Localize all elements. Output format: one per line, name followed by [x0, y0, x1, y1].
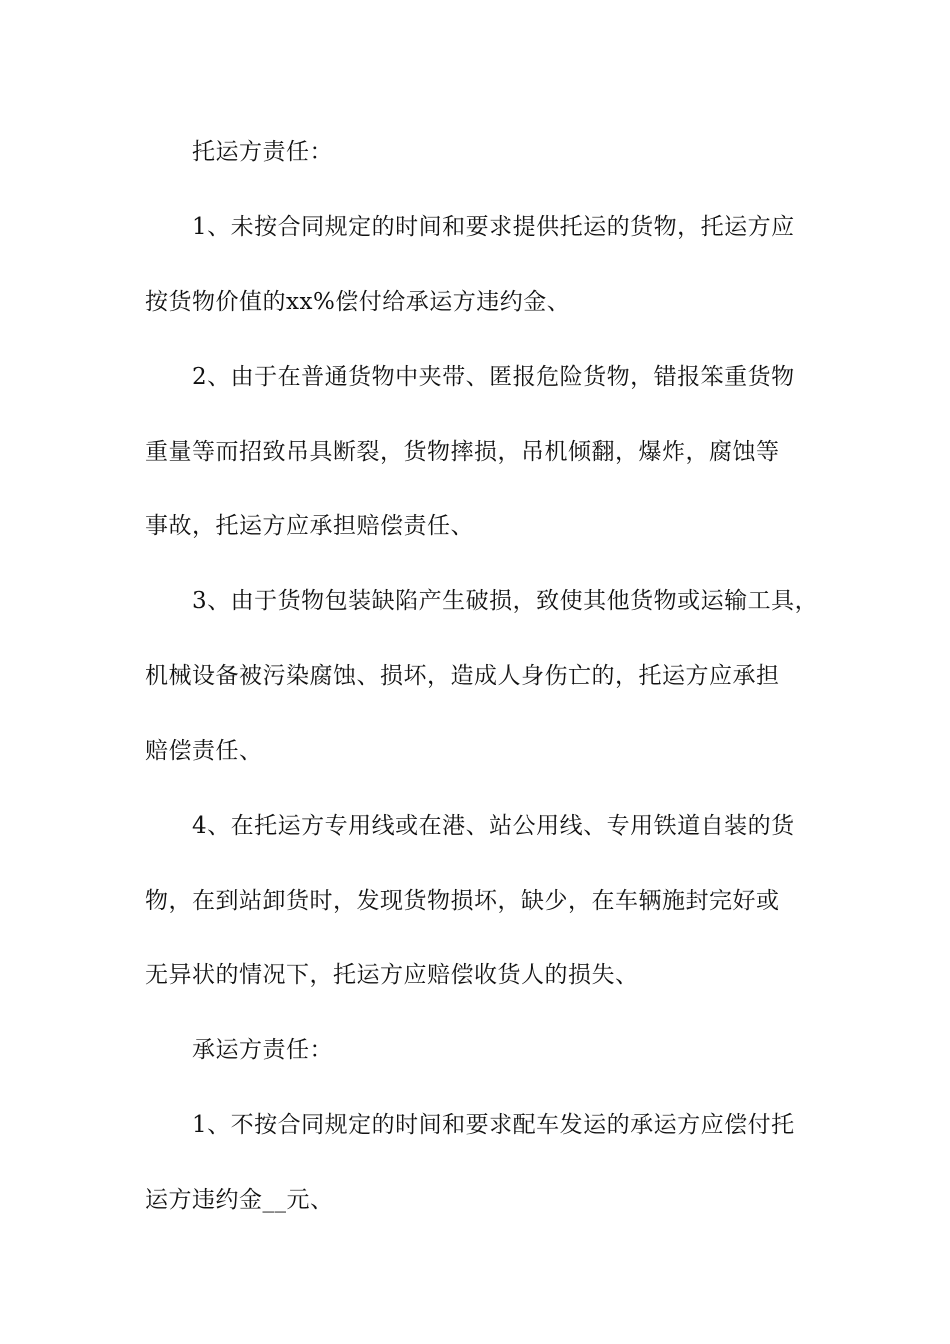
- paragraph-line: 赔偿责任、: [145, 738, 263, 764]
- paragraph-line: 3、由于货物包装缺陷产生破损，致使其他货物或运输工具，: [192, 588, 819, 614]
- paragraph-line: 1、不按合同规定的时间和要求配车发运的承运方应偿付托: [192, 1112, 795, 1138]
- paragraph-line: 重量等而招致吊具断裂，货物摔损，吊机倾翻，爆炸，腐蚀等: [145, 439, 780, 465]
- paragraph-line: 1、未按合同规定的时间和要求提供托运的货物，托运方应: [192, 214, 795, 240]
- section-heading-carrier: 承运方责任：: [192, 1037, 333, 1063]
- section-heading-shipper: 托运方责任：: [192, 139, 333, 165]
- paragraph-line: 运方违约金__元、: [145, 1187, 334, 1213]
- paragraph-line: 物，在到站卸货时，发现货物损坏，缺少，在车辆施封完好或: [145, 888, 780, 914]
- paragraph-line: 2、由于在普通货物中夹带、匿报危险货物，错报笨重货物: [192, 364, 795, 390]
- paragraph-line: 事故，托运方应承担赔偿责任、: [145, 513, 474, 539]
- paragraph-line: 机械设备被污染腐蚀、损坏，造成人身伤亡的，托运方应承担: [145, 663, 780, 689]
- paragraph-line: 无异状的情况下，托运方应赔偿收货人的损失、: [145, 962, 639, 988]
- paragraph-line: 4、在托运方专用线或在港、站公用线、专用铁道自装的货: [192, 813, 795, 839]
- paragraph-line: 按货物价值的xx%偿付给承运方违约金、: [145, 289, 571, 315]
